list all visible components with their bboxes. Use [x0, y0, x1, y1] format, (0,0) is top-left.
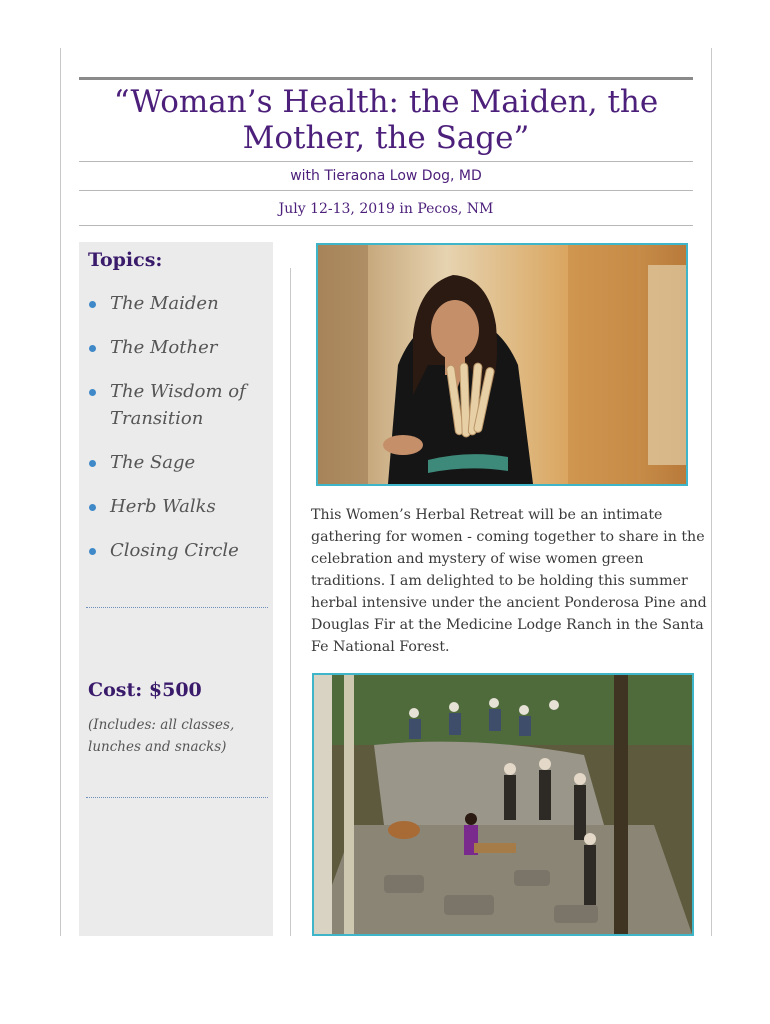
bullet-icon — [89, 460, 96, 467]
subtitle-divider — [79, 190, 693, 191]
topics-heading: Topics: — [88, 249, 163, 271]
group-photo-art — [314, 675, 692, 934]
topics-list — [88, 290, 280, 581]
topic-label: The Wisdom of Transition — [110, 381, 246, 429]
page-edge-right — [711, 48, 712, 936]
bullet-icon — [89, 345, 96, 352]
instructor-line: with Tieraona Low Dog, MD — [290, 168, 482, 184]
date-location: July 12-13, 2019 in Pecos, NM — [278, 201, 494, 217]
page-title: “Woman’s Health: the Maiden, the Mother, the Sage” — [113, 84, 659, 156]
cost-heading: Cost: $500 — [88, 679, 202, 701]
top-rule — [79, 77, 693, 80]
topic-label: Herb Walks — [110, 496, 216, 517]
sidebar-divider — [86, 797, 268, 798]
bullet-icon — [89, 301, 96, 308]
topic-label: Closing Circle — [110, 540, 239, 561]
title-divider — [79, 161, 693, 162]
topic-item — [88, 290, 280, 317]
sidebar-divider — [86, 607, 268, 608]
page-edge-left — [60, 48, 61, 936]
description-paragraph: This Women’s Herbal Retreat will be an intimate gathering for women - coming together to share in the celebration and mystery of wise women green traditions. I am delighted to be holding this summer herbal intensive under the ancient Ponderosa Pine and Douglas Fir at the Medicine Lodge Ranch in the Santa Fe National Forest. — [311, 507, 707, 655]
topic-item — [88, 334, 280, 361]
cost-note: (Includes: all classes, lunches and snacks) — [88, 717, 235, 755]
bullet-icon — [89, 389, 96, 396]
topic-item — [88, 493, 280, 520]
topic-item — [88, 378, 280, 432]
instructor-photo — [316, 243, 688, 486]
instructor-photo-art — [318, 245, 686, 484]
date-divider — [79, 225, 693, 226]
topic-label: The Sage — [110, 452, 196, 473]
bullet-icon — [89, 548, 96, 555]
group-photo — [312, 673, 694, 936]
topic-item — [88, 537, 280, 564]
column-divider — [290, 268, 291, 936]
topic-item — [88, 449, 280, 476]
bullet-icon — [89, 504, 96, 511]
topic-label: The Mother — [110, 337, 218, 358]
topic-label: The Maiden — [110, 293, 219, 314]
